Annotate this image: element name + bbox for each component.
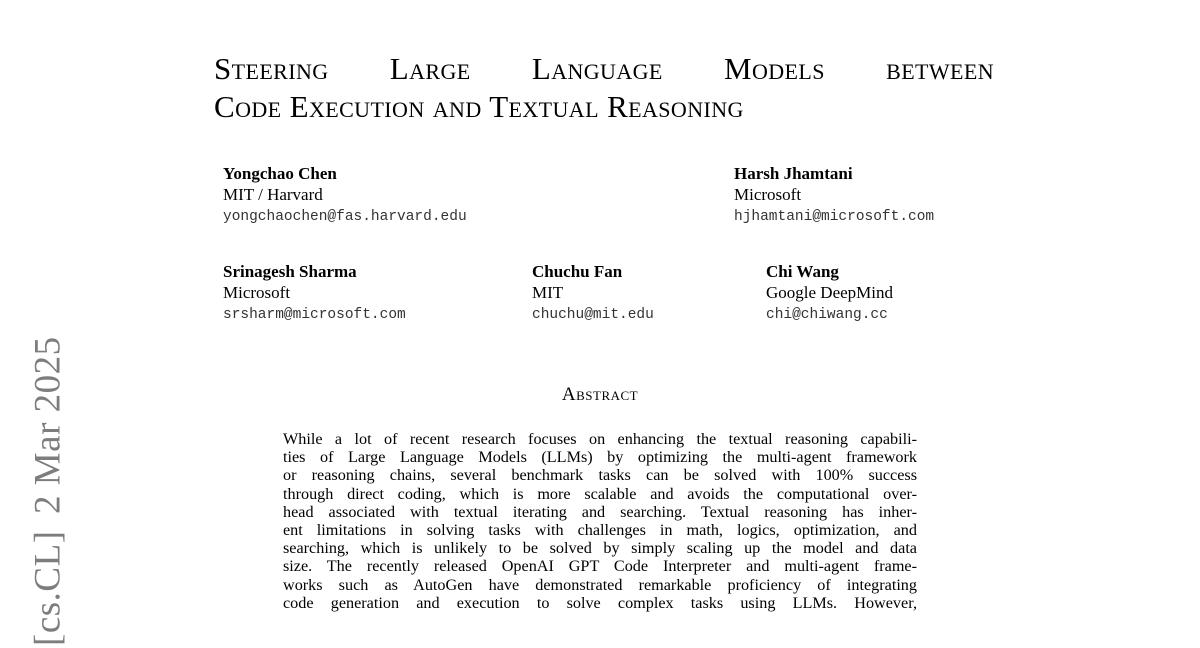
arxiv-category: [cs.CL] bbox=[27, 530, 69, 646]
author-email[interactable]: chuchu@mit.edu bbox=[532, 307, 654, 323]
abstract-line: size. The recently released OpenAI GPT Code Interpreter and multi-agent frame- bbox=[283, 557, 917, 576]
abstract-line: ties of Large Language Models (LLMs) by optimizing the multi-agent framework bbox=[283, 448, 917, 467]
author-email[interactable]: yongchaochen@fas.harvard.edu bbox=[223, 209, 467, 225]
author-name: Yongchao Chen bbox=[223, 164, 337, 183]
author-affiliation: Microsoft bbox=[223, 283, 291, 302]
author-block bbox=[532, 261, 654, 326]
author-email[interactable]: hjhamtani@microsoft.com bbox=[734, 209, 935, 225]
author-name: Chi Wang bbox=[766, 262, 839, 281]
abstract-line: through direct coding, which is more scalable and avoids the computational over- bbox=[283, 484, 917, 503]
author-name: Srinagesh Sharma bbox=[223, 262, 357, 281]
paper-title bbox=[214, 50, 994, 126]
abstract-line: code generation and execution to solve complex tasks using LLMs. However, bbox=[283, 593, 917, 612]
author-name: Harsh Jhamtani bbox=[734, 164, 853, 183]
author-name: Chuchu Fan bbox=[532, 262, 623, 281]
author-affiliation: MIT / Harvard bbox=[223, 185, 323, 204]
author-block bbox=[223, 261, 406, 326]
abstract-line: or reasoning chains, several benchmark tasks can be solved with 100% success bbox=[283, 466, 917, 485]
title-line-1: Steering Large Language Models between bbox=[214, 51, 994, 86]
abstract-body bbox=[283, 430, 917, 612]
arxiv-identifier-sidebar bbox=[18, 316, 78, 646]
author-affiliation: MIT bbox=[532, 283, 564, 302]
author-block bbox=[223, 163, 467, 228]
author-block bbox=[734, 163, 934, 228]
abstract-line: While a lot of recent research focuses on enhancing the textual reasoning capabili- bbox=[283, 430, 917, 448]
abstract-line: works such as AutoGen have demonstrated remarkable proficiency of integrating bbox=[283, 575, 917, 594]
arxiv-date: 2 Mar 2025 bbox=[27, 336, 69, 515]
abstract-line: ent limitations in solving tasks with challenges in math, logics, optimization, and bbox=[283, 520, 917, 539]
abstract-line: searching, which is unlikely to be solved by simply scaling up the model and data bbox=[283, 539, 917, 558]
author-affiliation: Microsoft bbox=[734, 185, 802, 204]
author-block bbox=[766, 261, 893, 326]
author-email[interactable]: chi@chiwang.cc bbox=[766, 307, 888, 323]
title-line-2: Code Execution and Textual Reasoning bbox=[214, 89, 744, 124]
abstract-line: head associated with textual iterating and searching. Textual reasoning has inher- bbox=[283, 502, 917, 521]
author-affiliation: Google DeepMind bbox=[766, 283, 894, 302]
author-email[interactable]: srsharm@microsoft.com bbox=[223, 307, 406, 323]
abstract-heading: Abstract bbox=[561, 384, 639, 405]
